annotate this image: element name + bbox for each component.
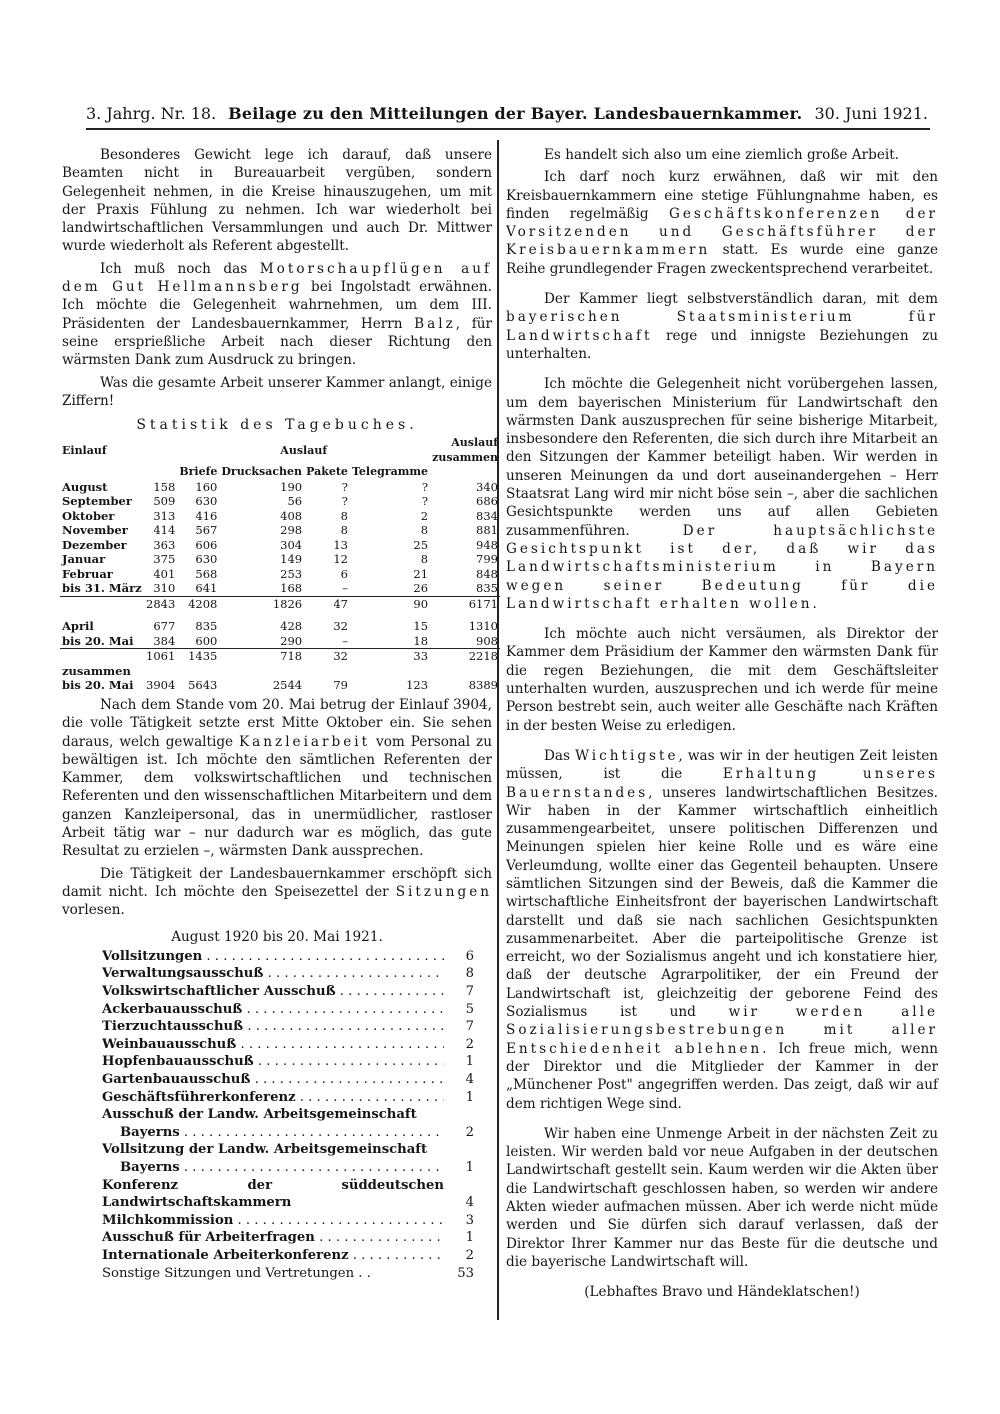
table-cell: 1310	[468, 619, 498, 634]
item-count: 5	[465, 1001, 474, 1017]
item-name: Ausschuß für Arbeiterfragen . . .	[102, 1229, 444, 1247]
item-count: 2	[465, 1124, 474, 1140]
list-item	[102, 1177, 474, 1212]
row-label: November	[62, 523, 128, 538]
list-item	[102, 1089, 474, 1107]
column-header: Pakete	[306, 465, 348, 479]
table-cell: 2218	[430, 649, 500, 664]
table-cell: 567	[195, 523, 218, 538]
table-cell: ?	[421, 479, 429, 494]
table-cell: 8	[420, 523, 429, 538]
table-row	[60, 619, 500, 634]
table-cell: 12	[333, 552, 348, 567]
table-cell: 2544	[272, 678, 303, 693]
table-cell: 18	[413, 633, 429, 648]
item-name: Geschäftsführerkonferenz . . .	[102, 1089, 444, 1107]
row-label: bis 31. März	[62, 581, 142, 596]
table-cell: 290	[280, 633, 303, 648]
table-cell: 600	[195, 633, 218, 648]
table-row-total	[60, 678, 500, 693]
text: , unseres landwirtschaftlichen Besitzes. Wir haben in der Kammer wirtschaftlich einheitlich zusammengearbeitet, unsere politischen Differenzen und Meinungen spielen hier keine Rolle und es wäre eine Verleumdung, wollte einer das Gegenteil behaupten. Unsere sämtlichen Sitzungen sind der Beweis, daß die Kammer die wirtschaftliche Einheitsfront der bayerischen Landwirtschaft darstellt und daß sie nach sachlichen Gesichtspunkten zusammenarbeitet. Aber die parteipolitische Grenze ist erreicht, wo der Sozialismus angeht und ich konstatiere hier, daß der deutsche Agrarpolitiker, der ein Freund der Landwirtschaft ist, gleichzeitig der geborene Feind des Sozialismus ist und	[506, 784, 938, 1021]
table-cell: 25	[413, 537, 429, 552]
item-name: Ausschuß der Landw. Arbeitsgemeinschaft	[102, 1107, 417, 1123]
table-cell: 47	[304, 596, 350, 611]
item-name: Vollsitzung der Landw. Arbeitsgemeinschaft	[102, 1142, 428, 1158]
table-cell: 848	[476, 566, 498, 581]
table-cell: 363	[153, 537, 176, 552]
list-item	[102, 1001, 474, 1019]
list-item	[102, 948, 474, 966]
right-column	[506, 146, 938, 1302]
column-header: Auslauf	[280, 443, 328, 457]
schedule-group	[102, 1212, 474, 1265]
text: Der Kammer liegt selbstverständlich daran, mit dem	[544, 291, 938, 308]
spaced-text: Kanzleiarbeit	[239, 733, 371, 750]
text: Nach dem Stande vom 20. Mai betrug der Einlauf 3904, die volle Tätigkeit setzte erst Mitte Oktober ein. Sie sehen daraus, welch gewaltige	[62, 696, 492, 750]
row-label: April	[62, 619, 94, 634]
list-item	[102, 1247, 474, 1265]
table-cell: 1435	[177, 649, 219, 664]
issue-date: 30. Juni 1921.	[814, 104, 928, 123]
text: Ich freue mich, wenn der Direktor und die Mitglieder der Kammer in der „Münchener Post" angegriffen werden. Das zeigt, daß wir auf dem richtigen Wege sind.	[506, 1040, 938, 1112]
list-item	[102, 1018, 474, 1036]
schedule-group	[102, 948, 474, 1106]
table-cell: 32	[304, 649, 350, 664]
list-item	[102, 1159, 474, 1177]
table-cell: 414	[153, 523, 176, 538]
table-cell: 15	[413, 619, 429, 634]
paragraph	[506, 747, 938, 1113]
table-cell: –	[342, 633, 348, 648]
item-count: 1	[465, 1054, 474, 1070]
item-count: 8	[465, 966, 474, 982]
table-cell: 834	[476, 508, 498, 523]
meeting-schedule	[102, 948, 474, 1282]
table-cell: ?	[341, 479, 348, 494]
column-divider	[497, 140, 499, 1320]
table-row-subtotal	[60, 649, 500, 664]
list-item	[102, 1229, 474, 1247]
table-row	[60, 480, 500, 495]
text: vorlesen.	[62, 902, 125, 919]
item-count: 7	[465, 984, 474, 999]
row-label: Oktober	[62, 508, 115, 523]
table-row	[60, 567, 500, 582]
table-header-row	[60, 465, 500, 480]
table-cell: 168	[280, 581, 303, 596]
table-cell: 304	[280, 537, 303, 552]
item-name: Weinbauausschuß . . .	[102, 1036, 444, 1054]
page-header	[86, 104, 928, 126]
item-count: 1	[465, 1230, 474, 1246]
table-cell: 90	[350, 596, 430, 611]
schedule-title: August 1920 bis 20. Mai 1921.	[171, 928, 383, 945]
table-cell: 686	[476, 494, 498, 509]
item-name: Hopfenbauausschuß . . .	[102, 1053, 444, 1071]
table-cell: 4208	[177, 596, 219, 611]
left-column	[62, 146, 498, 1282]
item-name: Gartenbauausschuß . . .	[102, 1071, 444, 1089]
table-cell: 149	[280, 552, 303, 567]
table-row-subtotal	[60, 596, 500, 611]
table-cell: 835	[476, 581, 498, 596]
table-row	[60, 509, 500, 524]
table-cell: 26	[413, 581, 429, 596]
text: vom Personal zu bewältigen ist. Ich möchte den sämtlichen Referenten der Kammer, dem volkswirtschaftlichen und technischen Referenten und den wissenschaftlichen Mitarbeitern und dem ganzen Kanzleipersonal, das in unermüdlicher, rastloser Arbeit tätig war – nur dadurch war es möglich, das gute Resultat zu erzielen –, wärmsten Dank aussprechen.	[62, 733, 492, 860]
spaced-text: Motorschaupflügen auf dem Gut Hellmannsberg	[62, 260, 492, 296]
column-header: Auslauf zusammen	[432, 436, 498, 464]
table-body	[60, 619, 500, 649]
item-name: Tierzuchtausschuß . . .	[102, 1018, 444, 1036]
table-cell: ?	[421, 494, 429, 509]
list-item	[102, 1265, 474, 1283]
item-count: 7	[465, 1019, 474, 1035]
table-cell: 401	[153, 566, 176, 581]
row-label: August	[62, 479, 108, 494]
row-label: bis 20. Mai	[62, 678, 134, 693]
table-cell: 630	[195, 494, 218, 509]
table-body	[60, 480, 500, 597]
table-cell: 718	[219, 649, 304, 664]
table-row	[60, 523, 500, 538]
item-count: 6	[465, 948, 474, 964]
table-cell: 8	[340, 523, 348, 538]
item-name: Bayerns . . .	[102, 1159, 444, 1177]
paragraph	[506, 168, 938, 278]
table-cell: 123	[406, 678, 429, 693]
table-cell: 340	[476, 479, 498, 494]
paragraph: Ich möchte auch nicht versäumen, als Direktor der Kammer dem Präsidium der Kammer den wärmsten Dank für die regen Beziehungen, die mit dem Geschäftsleiter unterhalten wurden, auszusprechen und ich werde für meine Person bestrebt sein, auch weiter alle Geschäfte nach Kräften in der besten Weise zu erledigen.	[506, 626, 938, 734]
text: Ich darf noch kurz erwähnen, daß wir mit den Kreisbauernkammern eine stetige Fühlungnahme haben, es finden regelmäßig	[506, 169, 938, 222]
table-cell: 1061	[144, 649, 177, 664]
table-cell: 33	[350, 649, 430, 664]
row-label: Februar	[62, 566, 113, 581]
table-cell: 298	[280, 523, 303, 538]
list-item	[102, 965, 474, 983]
item-name: Ackerbauausschuß . . .	[102, 1001, 444, 1019]
table-cell: 310	[153, 581, 176, 596]
paragraph	[62, 260, 492, 370]
table-spacer	[60, 611, 500, 619]
table-row	[60, 552, 500, 567]
table-cell: 568	[195, 566, 218, 581]
paragraph	[62, 865, 492, 920]
text: , was wir in der heutigen Zeit leisten müssen, ist die	[506, 747, 938, 783]
text: Das	[544, 747, 570, 764]
table-row	[60, 494, 500, 509]
paragraph: Wir haben eine Unmenge Arbeit in der nächsten Zeit zu leisten. Wir werden bald vor neue Aufgaben in der deutschen Landwirtschaft gestellt sein. Kaum werden wir die Akten über die Landwirtschaft geschlossen haben, so werden wir andere Akten wieder aufmachen müssen. Aber ich werde nicht müde werden und Sie dürfen sich darauf verlassen, daß der Direktor Ihrer Kammer nur das Beste für die deutsche und die bayerische Landwirtschaft will.	[506, 1125, 938, 1270]
item-name: Vollsitzungen . . .	[102, 948, 444, 966]
text: , für seine ersprießliche Arbeit nach dieser Richtung den wärmsten Dank zum Ausdruck zu bringen.	[62, 315, 493, 369]
table-cell: 384	[153, 633, 176, 648]
table-cell: 630	[195, 552, 218, 567]
item-name: Internationale Arbeiterkonferenz . . .	[102, 1247, 444, 1265]
paragraph: Es handelt sich also um eine ziemlich große Arbeit.	[544, 147, 899, 163]
text: Die Tätigkeit der Landesbauernkammer erschöpft sich damit nicht. Ich möchte den Speisezettel der	[62, 865, 492, 900]
row-label: September	[62, 494, 132, 509]
table-cell: 8	[340, 508, 348, 523]
row-label: Dezember	[62, 537, 127, 552]
table-cell: 79	[333, 678, 348, 693]
item-name: Bayerns . . .	[102, 1124, 444, 1142]
table-cell: 1826	[219, 596, 304, 611]
table-cell: 799	[476, 552, 498, 567]
closing-remark: (Lebhaftes Bravo und Händeklatschen!)	[584, 1284, 860, 1301]
table-cell: ?	[341, 494, 348, 509]
statistics-title: Statistik des Tagebuches.	[136, 417, 418, 434]
table-cell: 677	[153, 619, 176, 634]
column-header	[430, 465, 500, 480]
text: statt. Es wurde eine ganze Reihe grundlegender Fragen zweckentsprechend verarbeitet.	[506, 242, 938, 277]
table-cell: 160	[195, 479, 218, 494]
table-cell	[60, 596, 144, 611]
table-cell: 408	[280, 508, 303, 523]
item-count: 2	[465, 1036, 474, 1052]
spaced-text: Erhaltung unseres Bauernstandes	[506, 766, 938, 801]
spaced-text: Der hauptsächlichste Gesichtspunkt ist der, daß wir das Landwirtschaftsministerium in Bayern wegen seiner Bedeutung für die Landwirtschaft erhalten wollen.	[506, 522, 938, 612]
text: rege und innigste Beziehungen zu unterhalten.	[506, 327, 938, 362]
item-count: 1	[465, 1089, 474, 1105]
item-count: 53	[457, 1265, 474, 1281]
column-header: Telegramme	[352, 465, 428, 479]
table-cell: 32	[333, 619, 348, 634]
table-cell: 13	[333, 537, 348, 552]
table-cell: 835	[195, 619, 218, 634]
paragraph	[506, 375, 938, 613]
table-cell: 881	[476, 523, 498, 538]
text: Ich möchte die Gelegenheit nicht vorübergehen lassen, um dem bayerischen Ministerium für Landwirtschaft den wärmsten Dank auszusprechen für seine bisherige Mitarbeit, insbesondere den Referenten, die sich durch ihre Mitarbeit an den Sitzungen der Kammer beteiligt haben. Wir werden in unseren Meinungen da und dort auseinandergehen – Herr Staatsrat Lang wird mir nicht böse sein –, aber die sachlichen Gesichtspunkte werden uns auf allen Gebieten zusammenführen.	[506, 376, 938, 539]
row-label: Januar	[62, 552, 106, 567]
table-cell: 375	[153, 552, 176, 567]
table-cell	[60, 649, 144, 664]
item-name: Volkswirtschaftlicher Ausschuß . . .	[102, 983, 444, 1001]
table-cell: 606	[195, 537, 218, 552]
text: bei Ingolstadt erwähnen. Ich möchte die Gelegenheit wahrnehmen, um dem III. Präsidenten der Landesbauernkammer, Herrn	[62, 279, 492, 332]
table-cell: 6	[340, 566, 348, 581]
item-count: 1	[465, 1159, 474, 1175]
spaced-text: wir werden alle Sozialisierungsbestrebungen mit aller Entschiedenheit ablehnen.	[506, 1004, 938, 1057]
table-cell: 6171	[430, 596, 500, 611]
item-name: Konferenz der süddeutschen Landwirtschaftskammern	[102, 1177, 444, 1211]
column-header: Briefe	[179, 465, 218, 479]
list-item	[102, 1141, 474, 1159]
table-cell: –	[342, 581, 348, 596]
row-label: zusammen	[62, 663, 131, 678]
table-cell: 948	[476, 537, 498, 552]
list-item	[102, 1071, 474, 1089]
column-header	[60, 465, 144, 480]
paragraph: Besonderes Gewicht lege ich darauf, daß unsere Beamten nicht in Bureauarbeit vergüben, sondern Gelegenheit nehmen, in die Kreise hinauszugehen, um mit der Praxis Fühlung zu nehmen. Ich war wiederholt bei landwirtschaftlichen Versammlungen und auch Dr. Mittwer wurde wiederholt als Referent abgestellt.	[62, 147, 492, 255]
list-item	[102, 1212, 474, 1230]
table-cell: 3904	[146, 678, 176, 693]
header-rule	[86, 128, 930, 130]
list-item	[102, 1036, 474, 1054]
table-row	[60, 634, 500, 649]
paragraph	[506, 290, 938, 363]
publication-title: Beilage zu den Mitteilungen der Bayer. Landesbauernkammer.	[228, 104, 803, 123]
table-cell: 908	[476, 633, 498, 648]
table-row	[60, 538, 500, 553]
column-header: Einlauf	[62, 443, 107, 457]
table-cell: 416	[195, 508, 218, 523]
list-item	[102, 983, 474, 1001]
spaced-text: Geschäftskonferenzen der Vorsitzenden und Geschäftsführer der Kreisbauernkammern	[506, 205, 939, 259]
spaced-text: Wichtigste	[575, 747, 679, 764]
column-header: Drucksachen	[221, 465, 303, 479]
list-item	[102, 1106, 474, 1124]
column-header	[144, 465, 177, 480]
row-label: bis 20. Mai	[62, 633, 134, 648]
spaced-text: Sitzungen	[395, 883, 492, 900]
table-row-total-label	[60, 664, 500, 679]
table-cell: 8	[420, 552, 429, 567]
spaced-text: Balz	[414, 315, 456, 332]
table-header-row	[60, 436, 500, 465]
item-count: 4	[465, 1195, 474, 1211]
spaced-text: bayerischen Staatsministerium für Landwirtschaft	[506, 309, 938, 344]
table-cell: 8389	[468, 678, 498, 693]
item-name: Sonstige Sitzungen und Vertretungen . .	[102, 1265, 444, 1283]
table-cell: 641	[195, 581, 218, 596]
paragraph: Was die gesamte Arbeit unserer Kammer anlangt, einige Ziffern!	[62, 374, 492, 409]
table-cell: 509	[153, 494, 176, 509]
list-item	[102, 1124, 474, 1142]
table-cell: 313	[153, 508, 176, 523]
table-cell: 158	[153, 479, 176, 494]
statistics-table	[60, 436, 500, 693]
table-cell: 5643	[188, 678, 218, 693]
table-cell: 190	[280, 479, 303, 494]
text: Ich muß noch das	[100, 260, 248, 277]
list-item	[102, 1053, 474, 1071]
paragraph	[62, 696, 492, 861]
table-cell: 21	[413, 566, 429, 581]
item-name: Milchkommission . . .	[102, 1212, 444, 1230]
item-count: 2	[465, 1247, 474, 1263]
table-row	[60, 581, 500, 596]
table-cell: 2	[420, 508, 429, 523]
table-cell: 56	[287, 494, 303, 509]
table-cell: 253	[280, 566, 303, 581]
item-name: Verwaltungsausschuß . . .	[102, 965, 444, 983]
item-count: 3	[465, 1212, 474, 1228]
table-cell: 428	[280, 619, 303, 634]
issue-number: 3. Jahrg. Nr. 18.	[86, 104, 217, 123]
table-cell: 2843	[144, 596, 177, 611]
item-count: 4	[465, 1071, 474, 1087]
